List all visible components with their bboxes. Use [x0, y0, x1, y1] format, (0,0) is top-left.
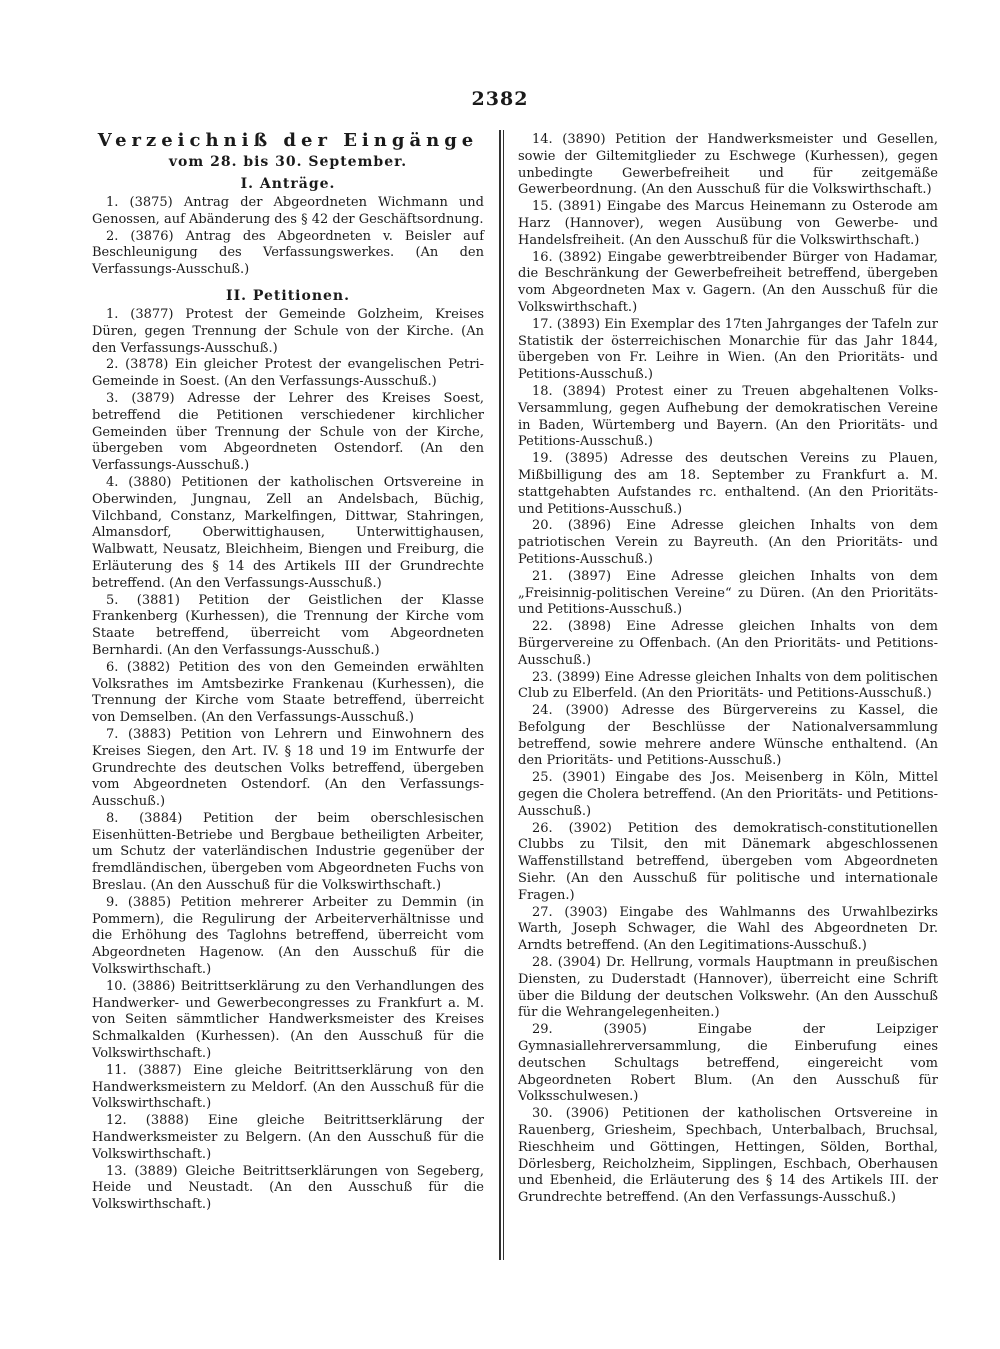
entry-petition-27: 27. (3903) Eingabe des Wahlmanns des Urwahlbezirks Warth, Joseph Schwager, die Wahl des Abgeordneten Dr. Arndts betreffend. (An den Legitimations-Ausschuß.) [518, 904, 938, 954]
entry-petition-26: 26. (3902) Petition des demokratisch-constitutionellen Clubbs zu Tilsit, den mit Dänemark abgeschlossenen Waffenstillstand betreffend, übergeben vom Abgeordneten Siehr. (An den Ausschuß für politische und internationale Fragen.) [518, 820, 938, 903]
entry-petition-5: 5. (3881) Petition der Geistlichen der Klasse Frankenberg (Kurhessen), die Trennung der Kirche vom Staate betreffend, überreicht vom Abgeordneten Bernhardi. (An den Verfassungs-Ausschuß.) [92, 592, 484, 658]
entry-petition-14: 14. (3890) Petition der Handwerksmeister und Gesellen, sowie der Giltemitglieder zu Eschwege (Kurhessen), gegen unbedingte Gewerbefreiheit und für zeitgemäße Gewerbeordnung. (An den Ausschuß für die Volkswirthschaft.) [518, 132, 938, 198]
column-divider [499, 130, 501, 1260]
entry-petition-9: 9. (3885) Petition mehrerer Arbeiter zu Demmin (in Pommern), die Regulirung der Arbeiterverhältnisse und die Erhöhung des Taglohns betreffend, überreicht vom Abgeordneten Hagenow. (An den Ausschuß für die Volkswirthschaft.) [92, 894, 484, 978]
entry-petition-17: 17. (3893) Ein Exemplar des 17ten Jahrganges der Tafeln zur Statistik der österreichischen Monarchie für das Jahr 1844, übergeben von Fr. Leihre in Wien. (An den Prioritäts- und Petitions-Ausschuß.) [518, 316, 938, 383]
left-column [92, 130, 484, 1214]
entry-petition-28: 28. (3904) Dr. Hellrung, vormals Hauptmann in preußischen Diensten, zu Duderstadt (Hannover), überreicht eine Schrift über die Bildung der deutschen Volkswehr. (An den Ausschuß für die Wehrangelegenheiten.) [518, 955, 938, 1021]
entry-petition-19: 19. (3895) Adresse des deutschen Vereins zu Plauen, Mißbilligung des am 18. September zu Frankfurt a. M. stattgehabten Aufstandes rc. enthaltend. (An den Prioritäts- und Petitions-Ausschuß.) [518, 451, 938, 517]
entry-petition-12: 12. (3888) Eine gleiche Beitrittserklärung der Handwerksmeister zu Belgern. (An den Ausschuß für die Volkswirthschaft.) [92, 1113, 484, 1162]
entry-petition-10: 10. (3886) Beitrittserklärung zu den Verhandlungen des Handwerker- und Gewerbecongresses zu Frankfurt a. M. von Seiten sämmtlicher Handwerksmeister des Kreises Schmalkalden (Kurhessen). (An den Ausschuß für die Volkswirthschaft.) [92, 978, 484, 1062]
entry-petition-29: 29. (3905) Eingabe der Leipziger Gymnasiallehrerversammlung, die Einberufung eines deutschen Schultags betreffend, eingereicht vom Abgeordneten Robert Blum. (An den Ausschuß für Volksschulwesen.) [518, 1022, 938, 1105]
entry-petition-23: 23. (3899) Eine Adresse gleichen Inhalts von dem politischen Club zu Elberfeld. (An den Prioritäts- und Petitions-Ausschuß.) [518, 669, 938, 702]
entry-petition-21: 21. (3897) Eine Adresse gleichen Inhalts von dem „Freisinnig-politischen Vereine“ zu Düren. (An den Prioritäts- und Petitions-Ausschuß.) [518, 568, 938, 618]
page-number: 2382 [471, 88, 529, 110]
entry-petition-16: 16. (3892) Eingabe gewerbtreibender Bürger von Hadamar, die Beschränkung der Gewerbefreiheit betreffend, übergeben vom Abgeordneten Max v. Gagern. (An den Ausschuß für die Volkswirthschaft.) [518, 249, 938, 315]
entry-petition-13: 13. (3889) Gleiche Beitrittserklärungen von Segeberg, Heide und Neustadt. (An den Ausschuß für die Volkswirthschaft.) [92, 1163, 484, 1213]
entry-petition-7: 7. (3883) Petition von Lehrern und Einwohnern des Kreises Siegen, den Art. IV. § 18 und 19 im Entwurfe der Grundrechte des deutschen Volks betreffend, übergeben vom Abgeordneten Ostendorf. (An den Verfassungs-Ausschuß.) [92, 726, 484, 810]
entry-antrag-2: 2. (3876) Antrag des Abgeordneten v. Beisler auf Beschleunigung des Verfassungswerkes. (An den Verfassungs-Ausschuß.) [92, 228, 484, 278]
entry-antrag-1: 1. (3875) Antrag der Abgeordneten Wichmann und Genossen, auf Abänderung des § 42 der Geschäftsordnung. [92, 195, 484, 227]
entry-petition-8: 8. (3884) Petition der beim oberschlesischen Eisenhütten-Betriebe und Bergbaue betheiligten Arbeiter, um Schutz der vaterländischen Industrie gegenüber der fremdländischen, übergeben vom Abgeordneten Fuchs von Breslau. (An den Ausschuß für die Volkswirthschaft.) [92, 810, 484, 894]
entry-petition-1: 1. (3877) Protest der Gemeinde Golzheim, Kreises Düren, gegen Trennung der Schule von der Kirche. (An den Verfassungs-Ausschuß.) [92, 306, 484, 356]
section-heading-antraege: I. Anträge. [240, 176, 336, 192]
column-divider-inner [503, 130, 504, 1260]
entry-petition-20: 20. (3896) Eine Adresse gleichen Inhalts von dem patriotischen Verein zu Bayreuth. (An den Prioritäts- und Petitions-Ausschuß.) [518, 518, 938, 567]
entry-petition-22: 22. (3898) Eine Adresse gleichen Inhalts von dem Bürgervereine zu Offenbach. (An den Prioritäts- und Petitions-Ausschuß.) [518, 619, 938, 668]
right-column [518, 132, 938, 1207]
entry-petition-3: 3. (3879) Adresse der Lehrer des Kreises Soest, betreffend die Petitionen verschiedener kirchlicher Gemeinden über Trennung der Schule von der Kirche, übergeben vom Abgeordneten Ostendorf. (An den Verfassungs-Ausschuß.) [92, 390, 484, 474]
entry-petition-6: 6. (3882) Petition des von den Gemeinden erwählten Volksrathes im Amtsbezirke Frankenau (Kurhessen), die Trennung der Kirche vom Staate betreffend, überreicht von Demselben. (An den Verfassungs-Ausschuß.) [92, 659, 484, 726]
entry-petition-2: 2. (3878) Ein gleicher Protest der evangelischen Petri-Gemeinde in Soest. (An den Verfassungs-Ausschuß.) [92, 357, 484, 390]
entry-petition-15: 15. (3891) Eingabe des Marcus Heinemann zu Osterode am Harz (Hannover), wegen Ausübung von Gewerbe- und Handelsfreiheit. (An den Ausschuß für die Volkswirthschaft.) [518, 199, 938, 248]
entry-petition-30: 30. (3906) Petitionen der katholischen Ortsvereine in Rauenberg, Griesheim, Spechbach, Unterbalbach, Bruchsal, Rieschheim und Göttingen, Hettingen, Sölden, Borthal, Dörlesberg, Reicholzheim, Sipplingen, Eschbach, Oberhausen und Ebenheid, die Erläuterung des § 14 des Artikels III. der Grundrechte betreffend. (An den Verfassungs-Ausschuß.) [518, 1106, 938, 1206]
entry-petition-24: 24. (3900) Adresse des Bürgervereins zu Kassel, die Befolgung der Beschlüsse der Nationalversammlung betreffend, sowie mehrere andere Wünsche enthaltend. (An den Prioritäts- und Petitions-Ausschuß.) [518, 703, 938, 769]
entry-petition-25: 25. (3901) Eingabe des Jos. Meisenberg in Köln, Mittel gegen die Cholera betreffend. (An den Prioritäts- und Petitions-Ausschuß.) [518, 770, 938, 819]
entry-petition-11: 11. (3887) Eine gleiche Beitrittserklärung von den Handwerksmeistern zu Meldorf. (An den Ausschuß für die Volkswirthschaft.) [92, 1062, 484, 1112]
document-subtitle: vom 28. bis 30. September. [168, 154, 408, 170]
section-heading-petitionen: II. Petitionen. [226, 287, 350, 304]
entry-petition-18: 18. (3894) Protest einer zu Treuen abgehaltenen Volks-Versammlung, gegen Aufhebung der demokratischen Vereine in Baden, Würtemberg und Bayern. (An den Prioritäts- und Petitions-Ausschuß.) [518, 383, 938, 450]
entry-petition-4: 4. (3880) Petitionen der katholischen Ortsvereine in Oberwinden, Jungnau, Zell an Andelsbach, Büchig, Vilchband, Constanz, Markelfingen, Dittwar, Stahringen, Almansdorf, Oberwittighausen, Unterwittighausen, Walbwatt, Neusatz, Bleichheim, Biengen und Freiburg, die Erläuterung des § 14 des Artikels III der Grundrechte betreffend. (An den Verfassungs-Ausschuß.) [92, 474, 484, 591]
document-title: Verzeichniß der Eingänge [97, 130, 479, 151]
